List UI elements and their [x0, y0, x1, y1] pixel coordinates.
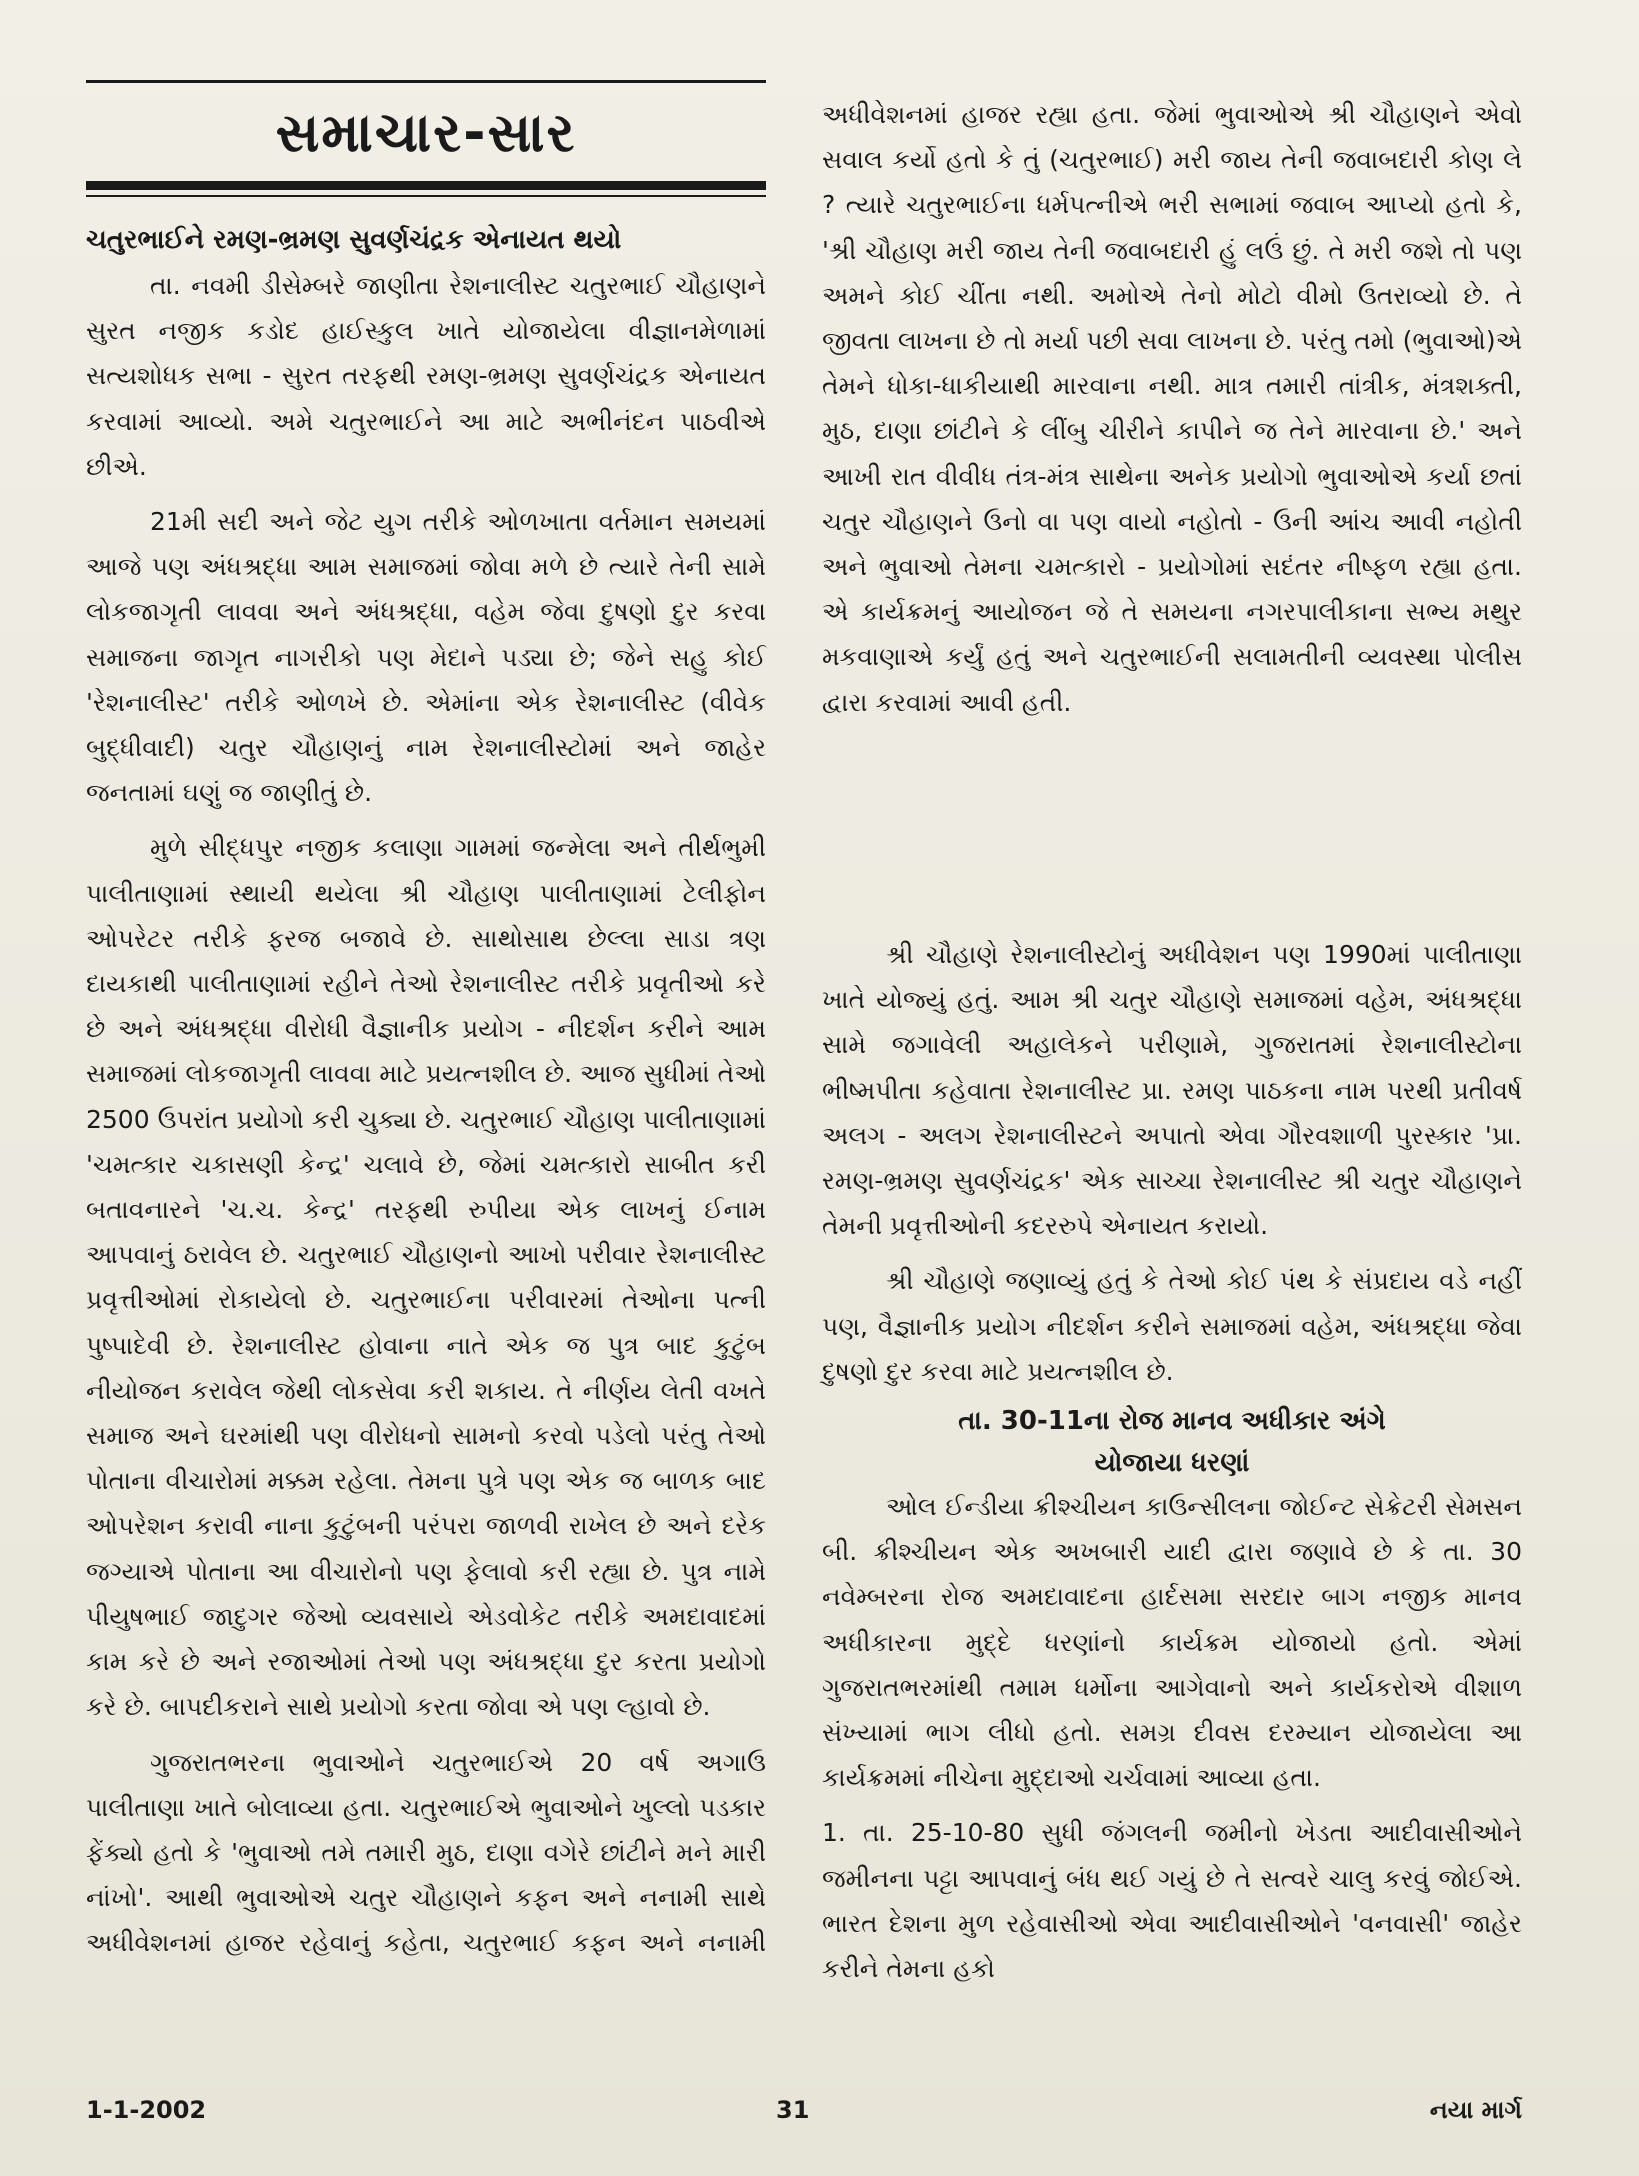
article1-paragraph: 21મી સદી અને જેટ યુગ તરીકે ઓળખાતા વર્તમાન સમયમાં આજે પણ અંધશ્રદ્ધા આમ સમાજમાં જોવા મળે છે ત્યારે તેની સામે લોકજાગૃતી લાવવા અને અંધશ્રદ્ધા, વહેમ જેવા દુષણો દુર કરવા સમાજના જાગૃત નાગરીકો પણ મેદાને પડ્યા છે; જેને સહુ કોઈ 'રેશનાલીસ્ટ' તરીકે ઓળખે છે. એમાંના એક રેશનાલીસ્ટ (વીવેક બુદ્ધીવાદી) ચતુર ચૌહાણનું નામ રેશનાલીસ્ટોમાં અને જાહેર જનતામાં ઘણું જ જાણીતું છે. — [86, 507, 766, 808]
masthead-bottom-rule — [86, 181, 766, 190]
article1-paragraph: તા. નવમી ડીસેમ્બરે જાણીતા રેશનાલીસ્ટ ચતુરભાઈ ચૌહાણને સુરત નજીક કડોદ હાઈસ્કુલ ખાતે યોજાયેલા વીજ્ઞાનમેળામાં સત્યશોધક સભા - સુરત તરફથી રમણ-ભ્રમણ સુવર્ણચંદ્રક એનાયત કરવામાં આવ્યો. અમે ચતુરભાઈને આ માટે અભીનંદન પાઠવીએ છીએ. — [86, 271, 766, 481]
article1-paragraph-continued: ગુજરાતભરના ભુવાઓને ચતુરભાઈએ 20 વર્ષ અગાઉ પાલીતાણા ખાતે બોલાવ્યા હતા. ચતુરભાઈએ ભુવાઓને ખુલ્લો પડકાર ફેંક્યો હતો કે 'ભુવાઓ તમે તમારી મુઠ, દાણા વગેરે છાંટીને મને મારી નાંખો'. આથી ભુવાઓએ ચતુર ચૌહાણને કફન અને નનામી સાથે અધીવેશનમાં હાજર રહેવાનું કહેતા, ચતુરભાઈ કફન અને નનામી — [86, 1747, 766, 1958]
left-column — [86, 80, 766, 1966]
article1-headline: ચતુરભાઈને રમણ-ભ્રમણ સુવર્ણચંદ્રક એનાયત થયો — [86, 225, 622, 255]
footer-page-number: 31 — [776, 2096, 810, 2124]
right-column — [822, 92, 1522, 1991]
article1-paragraph: મુળે સીદ્ધપુર નજીક કલાણા ગામમાં જન્મેલા અને તીર્થભુમી પાલીતાણામાં સ્થાયી થયેલા શ્રી ચૌહાણ પાલીતાણામાં ટેલીફોન ઓપરેટર તરીકે ફરજ બજાવે છે. સાથોસાથ છેલ્લા સાડા ત્રણ દાયકાથી પાલીતાણામાં રહીને તેઓ રેશનાલીસ્ટ તરીકે પ્રવૃતીઓ કરે છે અને અંધશ્રદ્ધા વીરોધી વૈજ્ઞાનીક પ્રયોગ - નીદર્શન કરીને આમ સમાજમાં લોકજાગૃતી લાવવા માટે પ્રયત્નશીલ છે. આજ સુધીમાં તેઓ 2500 ઉપરાંત પ્રયોગો કરી ચુક્યા છે. ચતુરભાઈ ચૌહાણ પાલીતાણામાં 'ચમત્કાર ચકાસણી કેન્દ્ર' ચલાવે છે, જેમાં ચમત્કારો સાબીત કરી બતાવનારને 'ચ.ચ. કેન્દ્ર' તરફથી રુપીયા એક લાખનું ઈનામ આપવાનું ઠરાવેલ છે. ચતુરભાઈ ચૌહાણનો આખો પરીવાર રેશનાલીસ્ટ પ્રવૃત્તીઓમાં રોકાયેલો છે. ચતુરભાઈના પરીવારમાં તેઓના પત્ની પુષ્પાદેવી છે. રેશનાલીસ્ટ હોવાના નાતે એક જ પુત્ર બાદ કુટુંબ નીયોજન કરાવેલ જેથી લોકસેવા કરી શકાય. તે નીર્ણય લેતી વખતે સમાજ અને ઘરમાંથી પણ વીરોધનો સામનો કરવો પડેલો પરંતુ તેઓ પોતાના વીચારોમાં મક્કમ રહેલા. તેમના પુત્રે પણ એક જ બાળક બાદ ઓપરેશન કરાવી નાના કુટુંબની પરંપરા જાળવી રાખેલ છે અને દરેક જગ્યાએ પોતાના આ વીચારોનો પણ ફેલાવો કરી રહ્યા છે. પુત્ર નામે પીયુષભાઈ જાદુગર જેઓ વ્યવસાયે એડવોકેટ તરીકે અમદાવાદમાં કામ કરે છે અને રજાઓમાં તેઓ પણ અંધશ્રદ્ધા દુર કરતા પ્રયોગો કરે છે. બાપદીકરાને સાથે પ્રયોગો કરતા જોવા એ પણ લ્હાવો છે. — [86, 833, 766, 1722]
page-footer — [86, 2096, 1522, 2136]
article2-headline-line1: તા. 30-11ના રોજ માનવ અધીકાર અંગે — [958, 1406, 1386, 1437]
footer-magazine-name: નયા માર્ગ — [1429, 2096, 1522, 2124]
article2-paragraph: ઓલ ઈન્ડીયા ક્રીશ્ચીયન કાઉન્સીલના જોઈન્ટ સેક્રેટરી સેમસન બી. ક્રીશ્ચીયન એક અખબારી યાદી દ્વારા જણાવે છે કે તા. 30 નવેમ્બરના રોજ અમદાવાદના હાર્દસમા સરદાર બાગ નજીક માનવ અધીકારના મુદ્દે ધરણાંનો કાર્યક્રમ યોજાયો હતો. એમાં ગુજરાતભરમાંથી તમામ ધર્મોના આગેવાનો અને કાર્યકરોએ વીશાળ સંખ્યામાં ભાગ લીધો હતો. સમગ્ર દીવસ દરમ્યાન યોજાયેલા આ કાર્યક્રમમાં નીચેના મુદ્દાઓ ચર્ચવામાં આવ્યા હતા. — [822, 1492, 1522, 1793]
article2-point: 1. તા. 25-10-80 સુધી જંગલની જમીનો ખેડતા આદીવાસીઓને જમીનના પટ્ટા આપવાનું બંધ થઈ ગયું છે તે સત્વરે ચાલુ કરવું જોઈએ. ભારત દેશના મુળ રહેવાસીઓ એવા આદીવાસીઓને 'વનવાસી' જાહેર કરીને તેમના હકો — [822, 1818, 1522, 1984]
article1-paragraph-continuation: અધીવેશનમાં હાજર રહ્યા હતા. જેમાં ભુવાઓએ શ્રી ચૌહાણને એવો સવાલ કર્યો હતો કે તું (ચતુરભાઈ) મરી જાય તેની જવાબદારી કોણ લે ? ત્યારે ચતુરભાઈના ધર્મપત્નીએ ભરી સભામાં જવાબ આપ્યો હતો કે, 'શ્રી ચૌહાણ મરી જાય તેની જવાબદારી હું લઉં છું. તે મરી જશે તો પણ અમને કોઈ ચીંતા નથી. અમોએ તેનો મોટો વીમો ઉતરાવ્યો છે. તે જીવતા લાખના છે તો મર્યા પછી સવા લાખના છે. પરંતુ તમો (ભુવાઓ)એ તેમને ધોકા-ધાકીયાથી મારવાના નથી. માત્ર તમારી તાંત્રીક, મંત્રશક્તી, મુઠ, દાણા છાંટીને કે લીંબુ ચીરીને કાપીને જ તેને મારવાના છે.' અને આખી રાત વીવીધ તંત્ર-મંત્ર સાથેના અનેક પ્રયોગો ભુવાઓએ કર્યા છતાં ચતુર ચૌહાણને ઉનો વા પણ વાયો નહોતો - ઉની આંચ આવી નહોતી અને ભુવાઓ તેમના ચમત્કારો - પ્રયોગોમાં સદંતર નીષ્ફળ રહ્યા હતા. એ કાર્યક્રમનું આયોજન જે તે સમયના નગરપાલીકાના સભ્ય મથુર મકવાણાએ કર્યું હતું અને ચતુરભાઈની સલામતીની વ્યવસ્થા પોલીસ દ્વારા કરવામાં આવી હતી. — [822, 100, 1522, 717]
article1-paragraph: શ્રી ચૌહાણે જણાવ્યું હતું કે તેઓ કોઈ પંથ કે સંપ્રદાય વડે નહીં પણ, વૈજ્ઞાનીક પ્રયોગ નીદર્શન કરીને સમાજમાં વહેમ, અંધશ્રદ્ધા જેવા દુષણો દુર કરવા માટે પ્રયત્નશીલ છે. — [822, 1266, 1522, 1386]
article1-paragraph: શ્રી ચૌહાણે રેશનાલીસ્ટોનું અધીવેશન પણ 1990માં પાલીતાણા ખાતે યોજ્યું હતું. આમ શ્રી ચતુર ચૌહાણે સમાજમાં વહેમ, અંધશ્રદ્ધા સામે જગાવેલી અહાલેકને પરીણામે, ગુજરાતમાં રેશનાલીસ્ટોના ભીષ્મપીતા કહેવાતા રેશનાલીસ્ટ પ્રા. રમણ પાઠકના નામ પરથી પ્રતીવર્ષ અલગ - અલગ રેશનાલીસ્ટને અપાતો એવા ગૌરવશાળી પુરસ્કાર 'પ્રા. રમણ-ભ્રમણ સુવર્ણચંદ્રક' એક સાચ્ચા રેશનાલીસ્ટ શ્રી ચતુર ચૌહાણને તેમની પ્રવૃત્તીઓની કદરરુપે એનાયત કરાયો. — [822, 940, 1522, 1241]
article2-headline-line2: યોજાયા ધરણાં — [1094, 1448, 1250, 1479]
masthead-thin-rule — [86, 195, 766, 197]
section-masthead: સમાચાર-સાર — [275, 101, 577, 164]
footer-date: 1-1-2002 — [86, 2096, 207, 2124]
masthead-top-rule — [86, 80, 766, 83]
